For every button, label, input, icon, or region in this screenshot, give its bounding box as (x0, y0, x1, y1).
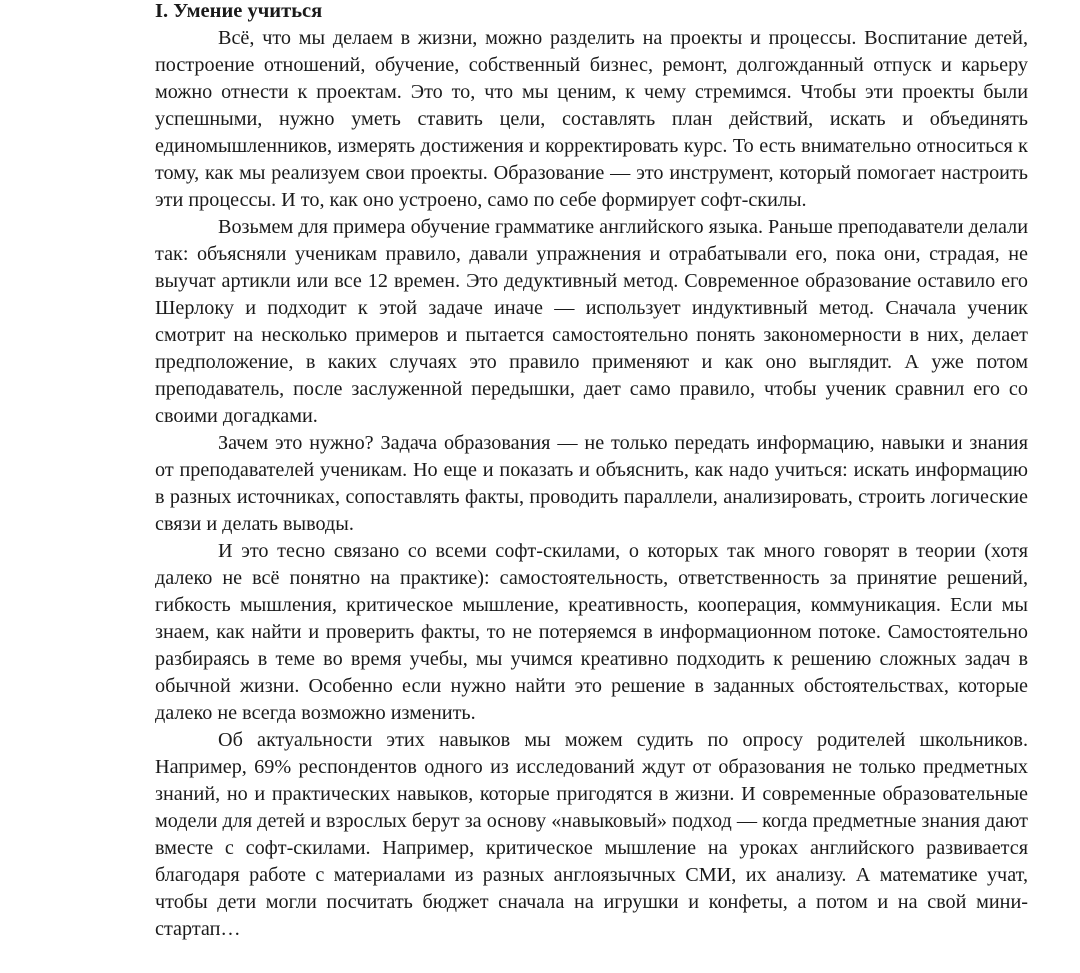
section-heading: I. Умение учиться (155, 0, 323, 22)
paragraph-why-needed: Зачем это нужно? Задача образования — не только передать информацию, навыки и знания от преподавателей ученикам. Но еще и показать и объяснить, как надо учиться: искать информацию в разных источниках, сопоставлять факты, проводить параллели, анализировать, строить логические связи и делать выводы. (155, 432, 1028, 535)
paragraph-soft-skills: И это тесно связано со всеми софт-скилами, о которых так много говорят в теории (хотя далеко не всё понятно на практике): самостоятельность, ответственность за принятие решений, гибкость мышления, критическое мышление, креативность, кооперация, коммуникация. Если мы знаем, как найти и проверить факты, то не потеряемся в информационном потоке. Самостоятельно разбираясь в теме во время учебы, мы учимся креативно подходить к решению сложных задач в обычной жизни. Особенно если нужно найти это решение в заданных обстоятельствах, которые далеко не всегда возможно изменить. (155, 540, 1028, 724)
paragraph-relevance: Об актуальности этих навыков мы можем судить по опросу родителей школьников. Например, 69% респондентов одного из исследований ждут от образования не только предметных знаний, но и практических навыков, которые пригодятся в жизни. И современные образовательные модели для детей и взрослых берут за основу «навыковый» подход — когда предметные знания дают вместе с софт-скилами. Например, критическое мышление на уроках английского развивается благодаря работе с материалами из разных англоязычных СМИ, их анализу. А математике учат, чтобы дети могли посчитать бюджет сначала на игрушки и конфеты, а потом и на свой мини-стартап… (155, 729, 1028, 940)
paragraph-projects-processes: Всё, что мы делаем в жизни, можно разделить на проекты и процессы. Воспитание детей, построение отношений, обучение, собственный бизнес, ремонт, долгожданный отпуск и карьеру можно отнести к проектам. Это то, что мы ценим, к чему стремимся. Чтобы эти проекты были успешными, нужно уметь ставить цели, составлять план действий, искать и объединять единомышленников, измерять достижения и корректировать курс. То есть внимательно относиться к тому, как мы реализуем свои проекты. Образование — это инструмент, который помогает настроить эти процессы. И то, как оно устроено, само по себе формирует софт-скилы. (155, 27, 1028, 211)
paragraph-grammar-example: Возьмем для примера обучение грамматике английского языка. Раньше преподаватели делали так: объясняли ученикам правило, давали упражнения и отрабатывали его, пока они, страдая, не выучат артикли или все 12 времен. Это дедуктивный метод. Современное образование оставило его Шерлоку и подходит к этой задаче иначе — использует индуктивный метод. Сначала ученик смотрит на несколько примеров и пытается самостоятельно понять закономерности в них, делает предположение, в каких случаях это правило применяют и как оно выглядит. А уже потом преподаватель, после заслуженной передышки, дает само правило, чтобы ученик сравнил его со своими догадками. (155, 216, 1028, 427)
